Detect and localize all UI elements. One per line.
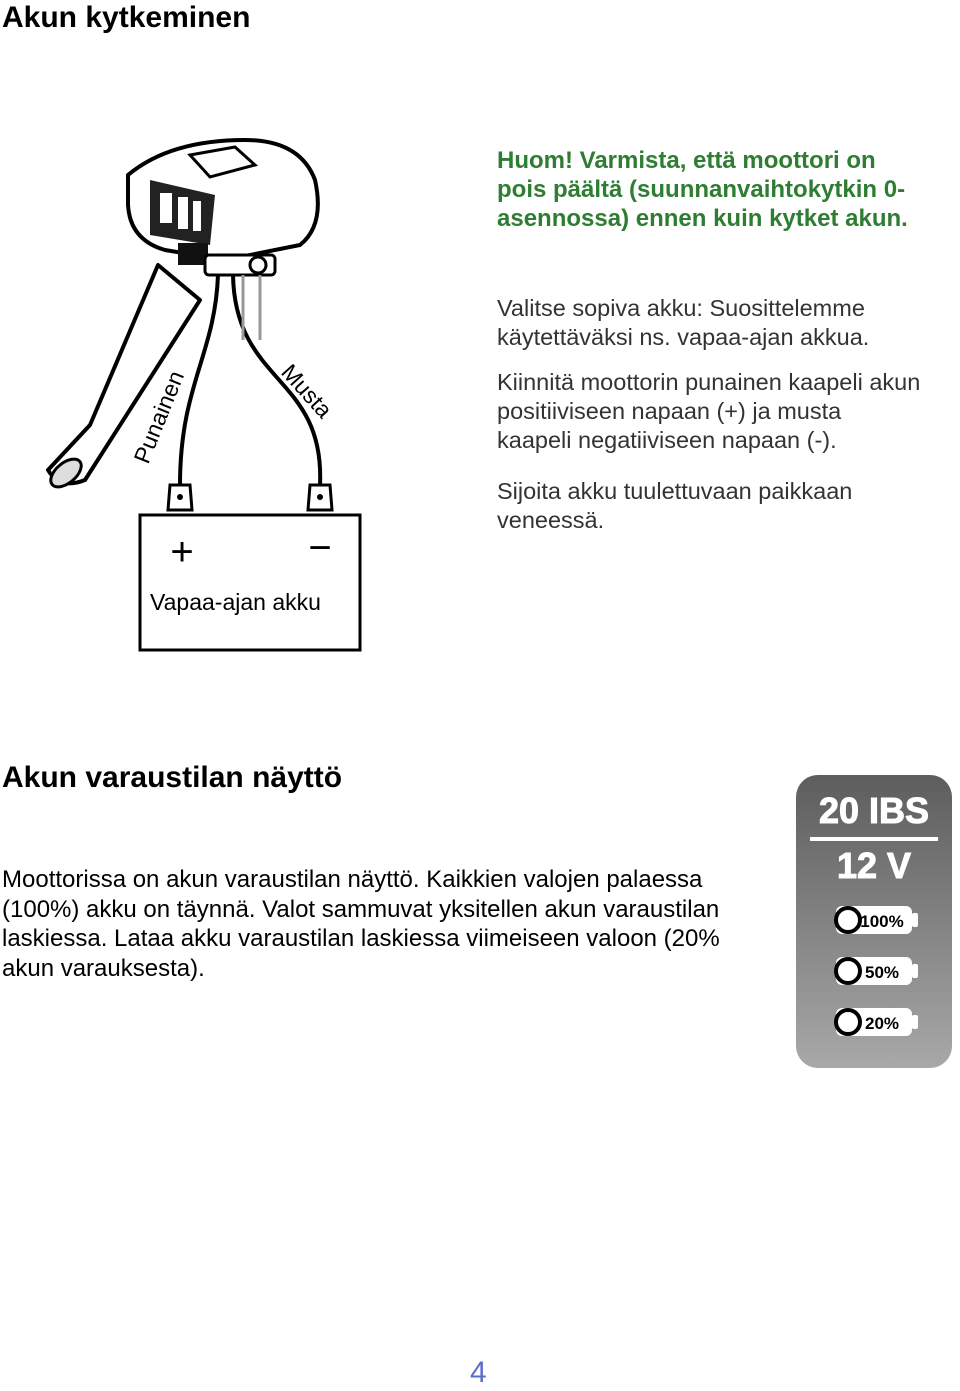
note-line: Huom! Varmista, että moottori on	[497, 147, 876, 174]
paragraph-line: akun varauksesta).	[2, 954, 205, 982]
warning-note	[497, 146, 957, 233]
thrust-label: 20 IBS	[818, 790, 930, 831]
paragraph-line: Kiinnitä moottorin punainen kaapeli akun	[497, 369, 921, 395]
paragraph-line: laskiessa. Lataa akku varaustilan laskiessa viimeiseen valoon (20%	[2, 925, 720, 952]
battery-level-50	[836, 957, 918, 985]
paragraph-line: käytettäväksi ns. vapaa-ajan akkua.	[497, 324, 870, 350]
page-title: Akun kytkeminen	[2, 1, 251, 34]
battery-choice-paragraph	[497, 294, 959, 352]
note-line: pois päältä (suunnanvaihtokytkin 0-	[497, 176, 906, 203]
black-cable-label: Musta	[276, 358, 338, 423]
level-label: 20%	[864, 1014, 900, 1033]
battery-label: Vapaa-ajan akku	[150, 589, 321, 615]
section-title: Akun varaustilan näyttö	[2, 761, 343, 794]
red-cable-label: Punainen	[128, 367, 190, 467]
battery-level-20	[836, 1008, 918, 1036]
paragraph-line: Valitse sopiva akku: Suosittelemme	[497, 295, 865, 321]
note-line: asennossa) ennen kuin kytket akun.	[497, 205, 908, 232]
voltage-label: 12 V	[836, 845, 912, 886]
positive-terminal	[168, 485, 192, 510]
cable-connection-paragraph	[497, 368, 959, 455]
battery-indicator-paragraph	[2, 865, 792, 983]
paragraph-line: kaapeli negatiiviseen napaan (-).	[497, 427, 837, 453]
paragraph-line: veneessä.	[497, 507, 605, 533]
paragraph-line: (100%) akku on täynnä. Valot sammuvat yksitellen akun varaustilan	[2, 895, 720, 923]
placement-paragraph	[497, 477, 959, 535]
level-label: 50%	[864, 963, 900, 982]
battery-level-100	[836, 906, 918, 934]
level-label: 100%	[860, 912, 904, 931]
battery-wiring-diagram	[30, 125, 375, 665]
negative-terminal	[308, 485, 332, 510]
motor-head	[128, 140, 318, 275]
paragraph-line: Sijoita akku tuulettuvaan paikkaan	[497, 478, 853, 504]
paragraph-line: Moottorissa on akun varaustilan näyttö. Kaikkien valojen palaessa	[2, 866, 703, 893]
minus-sign: −	[308, 526, 332, 570]
battery-indicator-panel	[796, 775, 954, 1070]
page-number: 4	[470, 1356, 487, 1389]
paragraph-line: positiiviseen napaan (+) ja musta	[497, 398, 842, 424]
plus-sign: +	[170, 530, 194, 574]
